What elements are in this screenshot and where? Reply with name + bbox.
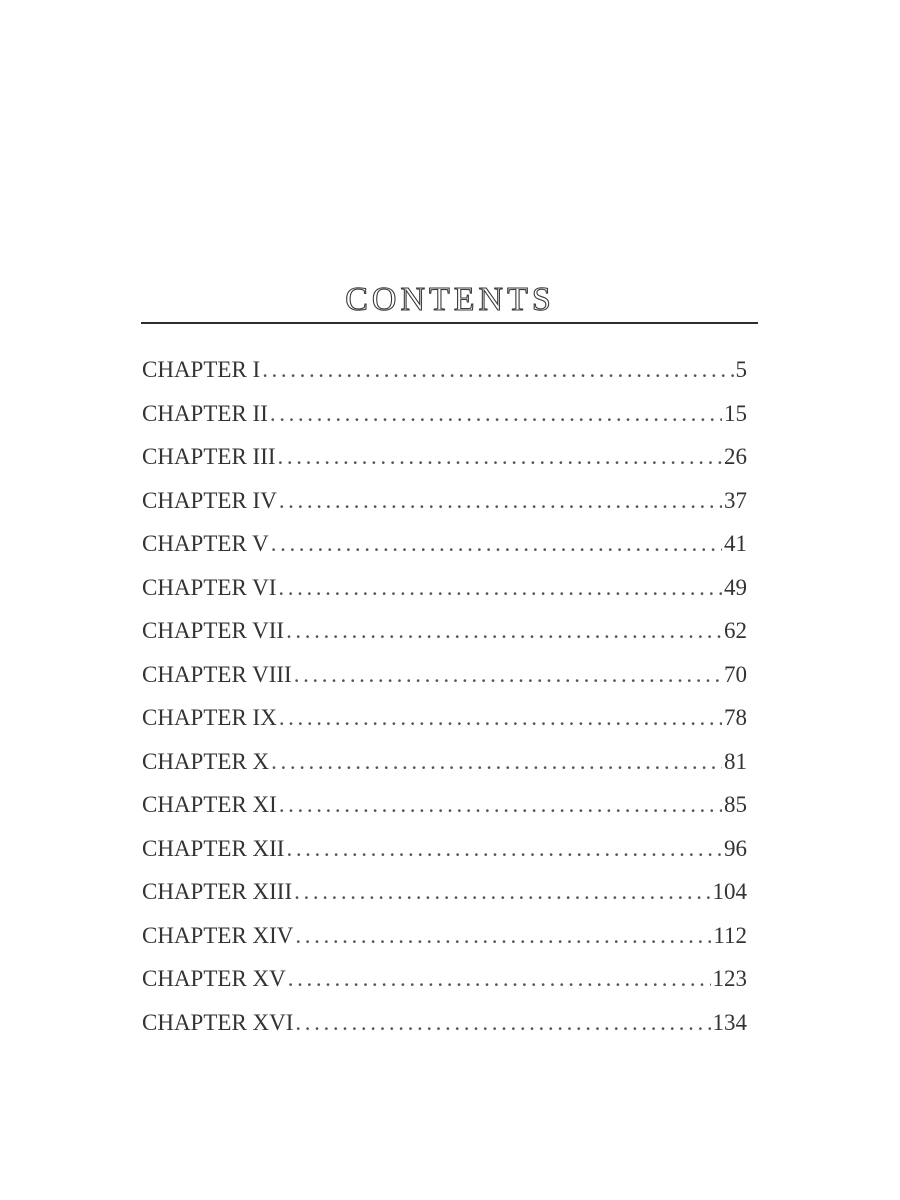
- toc-entry-page: 96: [724, 835, 747, 861]
- toc-entry-label: CHAPTER XII: [142, 835, 285, 861]
- toc-entry-page: 41: [724, 531, 747, 556]
- toc-entry-label: CHAPTER XV: [142, 966, 286, 991]
- toc-entry-label: CHAPTER XI: [142, 792, 277, 817]
- toc-dot-leader: [286, 829, 722, 869]
- toc-dot-leader: [294, 655, 722, 695]
- toc-entry[interactable]: [142, 785, 747, 829]
- toc-dot-leader: [278, 568, 722, 608]
- toc-entry-label: CHAPTER XIV: [142, 922, 294, 948]
- toc-entry-page: 49: [724, 574, 747, 600]
- toc-entry-page: 70: [724, 661, 747, 687]
- toc-dot-leader: [262, 350, 733, 390]
- toc-entry[interactable]: [142, 394, 747, 438]
- toc-entry[interactable]: [142, 524, 747, 568]
- toc-dot-leader: [270, 394, 722, 434]
- toc-entry-label: CHAPTER IX: [142, 705, 277, 730]
- toc-entry[interactable]: [142, 698, 747, 742]
- toc-entry-label: CHAPTER II: [142, 400, 268, 426]
- toc-entry-label: CHAPTER VIII: [142, 661, 292, 687]
- toc-entry[interactable]: [142, 611, 747, 655]
- toc-entry-page: 15: [724, 400, 747, 426]
- toc-entry[interactable]: [142, 655, 747, 699]
- toc-entry-label: CHAPTER X: [142, 748, 270, 774]
- toc-dot-leader: [278, 437, 722, 477]
- toc-entry-page: 62: [724, 618, 747, 643]
- title-divider: [141, 322, 758, 324]
- toc-entry-page: 5: [735, 357, 747, 382]
- toc-entry[interactable]: [142, 916, 747, 960]
- toc-entry[interactable]: [142, 481, 747, 525]
- toc-entry[interactable]: [142, 959, 747, 1003]
- toc-entry-page: 85: [724, 792, 747, 817]
- toc-entry-page: 37: [724, 487, 747, 513]
- toc-entry-label: CHAPTER IV: [142, 487, 277, 513]
- toc-entry-page: 123: [712, 966, 747, 991]
- toc-dot-leader: [288, 959, 711, 999]
- toc-entry[interactable]: [142, 437, 747, 481]
- toc-dot-leader: [279, 481, 722, 521]
- toc-entry-label: CHAPTER XVI: [142, 1009, 294, 1035]
- toc-entry-page: 26: [724, 444, 747, 469]
- toc-dot-leader: [271, 524, 722, 564]
- toc-entry-label: CHAPTER I: [142, 357, 261, 382]
- toc-dot-leader: [295, 916, 711, 956]
- toc-entry[interactable]: [142, 568, 747, 612]
- toc-entry-label: CHAPTER VI: [142, 574, 277, 600]
- toc-dot-leader: [279, 785, 722, 825]
- toc-entry[interactable]: [142, 742, 747, 786]
- toc-entry-label: CHAPTER III: [142, 444, 276, 469]
- page-title: CONTENTS: [345, 280, 555, 318]
- table-of-contents: [142, 350, 747, 1046]
- toc-entry-page: 112: [713, 922, 747, 948]
- toc-dot-leader: [271, 742, 722, 782]
- toc-entry-page: 134: [712, 1009, 747, 1035]
- toc-entry-label: CHAPTER VII: [142, 618, 285, 643]
- toc-dot-leader: [295, 1003, 710, 1043]
- toc-entry-page: 78: [724, 705, 747, 730]
- toc-entry-label: CHAPTER XIII: [142, 879, 293, 904]
- toc-entry[interactable]: [142, 1003, 747, 1047]
- toc-entry[interactable]: [142, 350, 747, 394]
- toc-entry[interactable]: [142, 872, 747, 916]
- toc-entry-label: CHAPTER V: [142, 531, 269, 556]
- toc-dot-leader: [294, 872, 710, 912]
- toc-dot-leader: [279, 698, 722, 738]
- toc-entry-page: 81: [724, 748, 747, 774]
- toc-entry[interactable]: [142, 829, 747, 873]
- toc-entry-page: 104: [712, 879, 747, 904]
- toc-dot-leader: [286, 611, 722, 651]
